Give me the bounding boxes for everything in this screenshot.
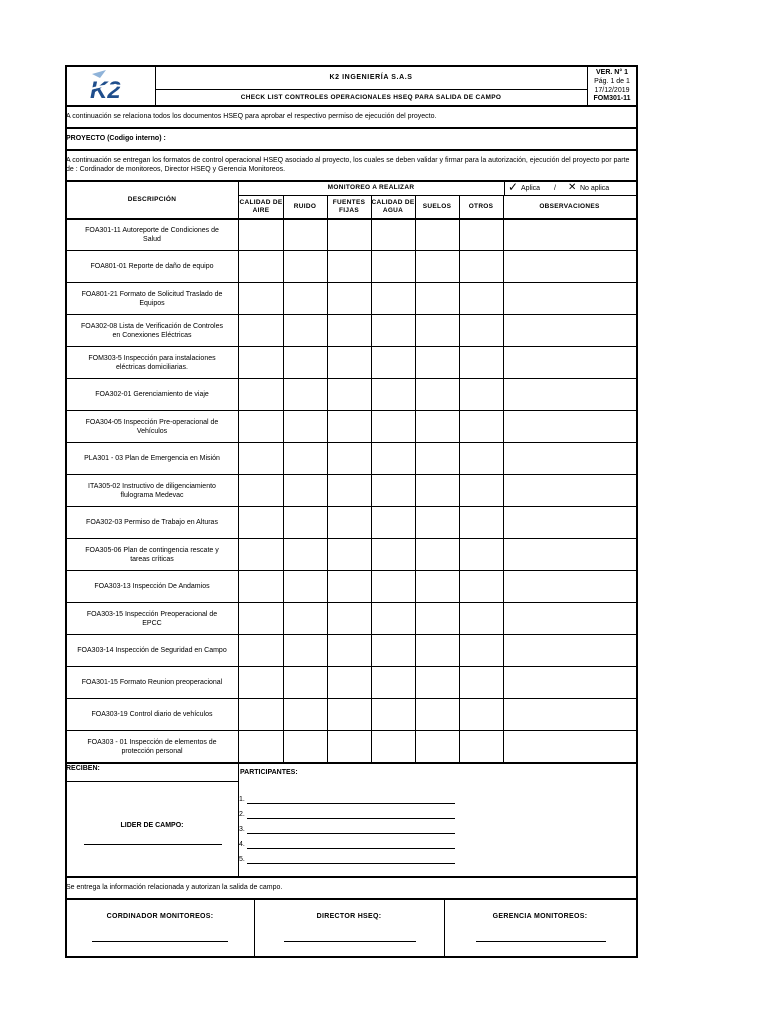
observations-cell[interactable] bbox=[504, 571, 636, 602]
participant-number: 2. bbox=[239, 811, 245, 818]
checklist-cell[interactable] bbox=[460, 603, 503, 634]
intro-divider bbox=[65, 127, 637, 129]
observations-cell[interactable] bbox=[504, 603, 636, 634]
participants-bottom bbox=[65, 876, 637, 878]
project-divider bbox=[65, 149, 637, 151]
checklist-cell[interactable] bbox=[239, 603, 283, 634]
check-icon: ✓ bbox=[508, 180, 519, 194]
checklist-cell[interactable] bbox=[416, 347, 459, 378]
observations-cell[interactable] bbox=[504, 411, 636, 442]
checklist-cell[interactable] bbox=[328, 315, 371, 346]
field-leader-label: LIDER DE CAMPO: bbox=[120, 822, 184, 829]
checklist-cell[interactable] bbox=[372, 667, 415, 698]
observations-cell[interactable] bbox=[504, 699, 636, 730]
checklist-cell[interactable] bbox=[416, 411, 459, 442]
checklist-cell[interactable] bbox=[239, 315, 283, 346]
observations-cell[interactable] bbox=[504, 475, 636, 506]
checklist-cell[interactable] bbox=[416, 667, 459, 698]
participant-signature-line[interactable] bbox=[247, 863, 455, 864]
participant-number: 4. bbox=[239, 841, 245, 848]
document-name: FOA301-15 Formato Reunion preoperacional bbox=[81, 679, 223, 686]
legend bbox=[506, 181, 636, 195]
document-name: PLA301 - 03 Plan de Emergencia en Misión bbox=[84, 455, 220, 462]
col-header-calidad-aire: CALIDAD DE AIRE bbox=[239, 199, 283, 214]
participants-label: PARTICIPANTES: bbox=[240, 769, 298, 776]
checklist-cell[interactable] bbox=[239, 347, 283, 378]
document-name: FOA301-11 Autoreporte de Condiciones de Salud bbox=[85, 226, 219, 243]
document-row-label bbox=[66, 507, 238, 538]
checklist-cell[interactable] bbox=[328, 347, 371, 378]
form-code: FOM301-11 bbox=[593, 95, 631, 102]
checklist-cell[interactable] bbox=[239, 571, 283, 602]
document-name: FOA302-01 Gerenciamiento de viaje bbox=[95, 391, 209, 398]
checklist-cell[interactable] bbox=[460, 507, 503, 538]
checklist-cell[interactable] bbox=[460, 571, 503, 602]
checklist-cell[interactable] bbox=[328, 667, 371, 698]
observations-cell[interactable] bbox=[504, 347, 636, 378]
checklist-cell[interactable] bbox=[284, 731, 327, 762]
checklist-cell[interactable] bbox=[328, 219, 371, 250]
checklist-cell[interactable] bbox=[460, 699, 503, 730]
company-logo bbox=[86, 68, 134, 102]
checklist-cell[interactable] bbox=[416, 635, 459, 666]
document-name: FOA801-01 Reporte de daño de equipo bbox=[90, 263, 214, 270]
observations-cell[interactable] bbox=[504, 315, 636, 346]
document-name: FOA303-13 Inspección De Andamios bbox=[94, 583, 210, 590]
header-title-divider bbox=[155, 89, 587, 90]
document-name: ITA305-02 Instructivo de diligenciamiento flulograma Medevac bbox=[88, 482, 216, 499]
formats-text: A continuación se entregan los formatos de control operacional HSEQ asociado al proyecto, los cuales se deben validar y firmar para la autorización, ejecución del proyecto por parte de : Cordinador de monitoreos, Director HSEQ y Gerencia Monitoreos. bbox=[66, 157, 630, 173]
checklist-cell[interactable] bbox=[284, 603, 327, 634]
document-row-label bbox=[66, 251, 238, 282]
checklist-cell[interactable] bbox=[284, 699, 327, 730]
observations-cell[interactable] bbox=[504, 731, 636, 762]
checklist-cell[interactable] bbox=[239, 379, 283, 410]
delivery-divider bbox=[65, 898, 637, 900]
checklist-cell[interactable] bbox=[239, 731, 283, 762]
checklist-cell[interactable] bbox=[284, 411, 327, 442]
checklist-cell[interactable] bbox=[284, 635, 327, 666]
legend-separator: / bbox=[554, 185, 556, 192]
checklist-cell[interactable] bbox=[416, 251, 459, 282]
checklist-cell[interactable] bbox=[239, 539, 283, 570]
table-row-line bbox=[65, 762, 637, 764]
legend-applies-label: Aplica bbox=[521, 185, 541, 192]
checklist-cell[interactable] bbox=[416, 283, 459, 314]
checklist-cell[interactable] bbox=[460, 539, 503, 570]
document-row-label bbox=[66, 411, 238, 442]
signature-divider-1 bbox=[254, 898, 255, 956]
checklist-cell[interactable] bbox=[239, 475, 283, 506]
signature-line-director bbox=[284, 941, 416, 942]
header-bottom bbox=[65, 105, 637, 107]
checklist-cell[interactable] bbox=[460, 315, 503, 346]
checklist-cell[interactable] bbox=[284, 571, 327, 602]
field-leader-signature-line bbox=[84, 844, 222, 845]
document-name: FOA303-14 Inspección de Seguridad en Campo bbox=[77, 647, 227, 654]
checklist-cell[interactable] bbox=[284, 379, 327, 410]
checklist-cell[interactable] bbox=[416, 379, 459, 410]
document-row-label bbox=[66, 315, 238, 346]
checklist-cell[interactable] bbox=[284, 283, 327, 314]
checklist-cell[interactable] bbox=[328, 251, 371, 282]
checklist-cell[interactable] bbox=[372, 475, 415, 506]
checklist-cell[interactable] bbox=[416, 699, 459, 730]
checklist-cell[interactable] bbox=[372, 539, 415, 570]
page-number: Pág. 1 de 1 bbox=[594, 78, 630, 85]
checklist-cell[interactable] bbox=[284, 507, 327, 538]
document-row-label bbox=[66, 539, 238, 570]
frame-right bbox=[636, 65, 638, 958]
checklist-cell[interactable] bbox=[460, 251, 503, 282]
observations-cell[interactable] bbox=[504, 443, 636, 474]
checklist-cell[interactable] bbox=[460, 379, 503, 410]
checklist-cell[interactable] bbox=[284, 219, 327, 250]
checklist-cell[interactable] bbox=[284, 443, 327, 474]
checklist-cell[interactable] bbox=[328, 571, 371, 602]
col-header-ruido: RUIDO bbox=[293, 203, 317, 210]
checklist-cell[interactable] bbox=[328, 507, 371, 538]
participant-signature-line[interactable] bbox=[247, 818, 455, 819]
checklist-cell[interactable] bbox=[460, 347, 503, 378]
legend-divider bbox=[504, 180, 505, 195]
checklist-cell[interactable] bbox=[460, 635, 503, 666]
document-row-label bbox=[66, 731, 238, 762]
document-name: FOA303 - 01 Inspección de elementos de protección personal bbox=[87, 738, 217, 755]
participant-signature-line[interactable] bbox=[247, 803, 455, 804]
observations-cell[interactable] bbox=[504, 219, 636, 250]
checklist-cell[interactable] bbox=[239, 699, 283, 730]
company-name: K2 INGENIERÍA S.A.S bbox=[329, 74, 413, 81]
observations-cell[interactable] bbox=[504, 251, 636, 282]
document-name: FOA801-21 Formato de Solicitud Traslado de Equipos bbox=[81, 290, 223, 307]
checklist-cell[interactable] bbox=[460, 219, 503, 250]
checklist-cell[interactable] bbox=[328, 283, 371, 314]
signature-line-coordinator bbox=[92, 941, 228, 942]
checklist-cell[interactable] bbox=[416, 571, 459, 602]
delivery-text: Se entrega la información relacionada y autorizan la salida de campo. bbox=[66, 884, 283, 891]
checklist-cell[interactable] bbox=[372, 699, 415, 730]
receive-label: RECIBEN: bbox=[66, 765, 100, 772]
checklist-cell[interactable] bbox=[239, 283, 283, 314]
checklist-cell[interactable] bbox=[416, 507, 459, 538]
checklist-cell[interactable] bbox=[372, 411, 415, 442]
monitoring-header: MONITOREO A REALIZAR bbox=[327, 184, 415, 191]
checklist-cell[interactable] bbox=[460, 667, 503, 698]
checklist-cell[interactable] bbox=[416, 731, 459, 762]
observations-cell[interactable] bbox=[504, 507, 636, 538]
checklist-cell[interactable] bbox=[239, 507, 283, 538]
x-icon: ✕ bbox=[568, 182, 577, 193]
checklist-cell[interactable] bbox=[328, 635, 371, 666]
col-header-suelos: SUELOS bbox=[422, 203, 452, 210]
observations-cell[interactable] bbox=[504, 379, 636, 410]
form-title: CHECK LIST CONTROLES OPERACIONALES HSEQ PARA SALIDA DE CAMPO bbox=[240, 94, 502, 101]
participant-number: 3. bbox=[239, 826, 245, 833]
observations-cell[interactable] bbox=[504, 635, 636, 666]
document-row-label bbox=[66, 667, 238, 698]
checklist-cell[interactable] bbox=[328, 731, 371, 762]
document-row-label bbox=[66, 635, 238, 666]
checklist-cell[interactable] bbox=[372, 507, 415, 538]
description-header: DESCRIPCIÓN bbox=[127, 196, 177, 203]
checklist-cell[interactable] bbox=[284, 475, 327, 506]
frame-bottom bbox=[65, 956, 637, 958]
signature-label-coordinator: CORDINADOR MONITOREOS: bbox=[106, 913, 214, 920]
checklist-cell[interactable] bbox=[460, 475, 503, 506]
checklist-cell[interactable] bbox=[328, 443, 371, 474]
checklist-cell[interactable] bbox=[416, 603, 459, 634]
document-name: FOA303-19 Control diario de vehículos bbox=[91, 711, 213, 718]
participant-signature-line[interactable] bbox=[247, 848, 455, 849]
project-label: PROYECTO (Codigo interno) : bbox=[66, 135, 166, 142]
checklist-cell[interactable] bbox=[328, 699, 371, 730]
checklist-cell[interactable] bbox=[328, 539, 371, 570]
document-row-label bbox=[66, 219, 238, 250]
document-row-label bbox=[66, 347, 238, 378]
checklist-cell[interactable] bbox=[416, 315, 459, 346]
document-row-label bbox=[66, 379, 238, 410]
checklist-cell[interactable] bbox=[372, 347, 415, 378]
document-row-label bbox=[66, 443, 238, 474]
signature-line-manager bbox=[476, 941, 606, 942]
checklist-cell[interactable] bbox=[372, 283, 415, 314]
checklist-cell[interactable] bbox=[372, 443, 415, 474]
checklist-cell[interactable] bbox=[416, 539, 459, 570]
document-row-label bbox=[66, 475, 238, 506]
document-row-label bbox=[66, 283, 238, 314]
checklist-cell[interactable] bbox=[328, 411, 371, 442]
checklist-cell[interactable] bbox=[239, 635, 283, 666]
checklist-cell[interactable] bbox=[372, 251, 415, 282]
intro-text: A continuación se relaciona todos los documentos HSEQ para aprobar el respectivo permiso de ejecución del proyecto. bbox=[66, 113, 437, 120]
checklist-cell[interactable] bbox=[416, 443, 459, 474]
checklist-cell[interactable] bbox=[372, 571, 415, 602]
participant-signature-line[interactable] bbox=[247, 833, 455, 834]
col-header-calidad-agua: CALIDAD DE AGUA bbox=[371, 199, 415, 214]
signature-label-manager: GERENCIA MONITOREOS: bbox=[492, 913, 588, 920]
checklist-cell[interactable] bbox=[328, 379, 371, 410]
observations-cell[interactable] bbox=[504, 283, 636, 314]
header-divider-right bbox=[587, 65, 588, 105]
col-header-otros: OTROS bbox=[468, 203, 494, 210]
document-name: FOA302-03 Permiso de Trabajo en Alturas bbox=[86, 519, 218, 526]
checklist-cell[interactable] bbox=[284, 315, 327, 346]
document-name: FOA304-05 Inspección Pre-operacional de Vehículos bbox=[85, 418, 219, 435]
document-name: FOA302-08 Lista de Verificación de Controles en Conexiones Eléctricas bbox=[80, 322, 224, 339]
observations-cell[interactable] bbox=[504, 539, 636, 570]
checklist-cell[interactable] bbox=[416, 219, 459, 250]
observations-cell[interactable] bbox=[504, 667, 636, 698]
frame-top bbox=[65, 65, 637, 67]
checklist-cell[interactable] bbox=[460, 411, 503, 442]
col-header-fuentes-fijas: FUENTES FIJAS bbox=[332, 199, 366, 214]
document-row-label bbox=[66, 603, 238, 634]
checklist-cell[interactable] bbox=[416, 475, 459, 506]
checklist-cell[interactable] bbox=[239, 411, 283, 442]
checklist-cell[interactable] bbox=[284, 539, 327, 570]
document-name: FOA303-15 Inspección Preoperacional de EPCC bbox=[86, 610, 218, 627]
signature-divider-2 bbox=[444, 898, 445, 956]
checklist-cell[interactable] bbox=[460, 731, 503, 762]
checklist-cell[interactable] bbox=[372, 731, 415, 762]
document-name: FOA305-06 Plan de contingencia rescate y tareas críticas bbox=[85, 546, 219, 563]
checklist-cell[interactable] bbox=[372, 379, 415, 410]
reciben-underline bbox=[65, 781, 238, 782]
checklist-cell[interactable] bbox=[372, 603, 415, 634]
checklist-cell[interactable] bbox=[328, 475, 371, 506]
legend-not-applies-label: No aplica bbox=[580, 185, 610, 192]
checklist-cell[interactable] bbox=[460, 283, 503, 314]
document-row-label bbox=[66, 571, 238, 602]
checklist-cell[interactable] bbox=[372, 635, 415, 666]
form-date: 17/12/2019 bbox=[594, 87, 630, 94]
document-row-label bbox=[66, 699, 238, 730]
checklist-cell[interactable] bbox=[239, 251, 283, 282]
version-label: VER. N° 1 bbox=[596, 69, 628, 76]
checklist-cell[interactable] bbox=[372, 219, 415, 250]
checklist-cell[interactable] bbox=[328, 603, 371, 634]
signature-label-director: DIRECTOR HSEQ: bbox=[316, 913, 382, 920]
k2-logo-icon bbox=[86, 68, 134, 102]
document-name: FOM303-5 Inspección para instalaciones eléctricas domiciliarias. bbox=[88, 354, 216, 371]
logo-text: K2 bbox=[90, 77, 121, 102]
checklist-cell[interactable] bbox=[284, 347, 327, 378]
checklist-cell[interactable] bbox=[239, 443, 283, 474]
checklist-cell[interactable] bbox=[284, 667, 327, 698]
checklist-cell[interactable] bbox=[284, 251, 327, 282]
checklist-cell[interactable] bbox=[239, 219, 283, 250]
checklist-cell[interactable] bbox=[460, 443, 503, 474]
participant-number: 5. bbox=[239, 856, 245, 863]
checklist-cell[interactable] bbox=[372, 315, 415, 346]
col-header-observaciones: OBSERVACIONES bbox=[539, 203, 600, 210]
participant-number: 1. bbox=[239, 796, 245, 803]
checklist-cell[interactable] bbox=[239, 667, 283, 698]
